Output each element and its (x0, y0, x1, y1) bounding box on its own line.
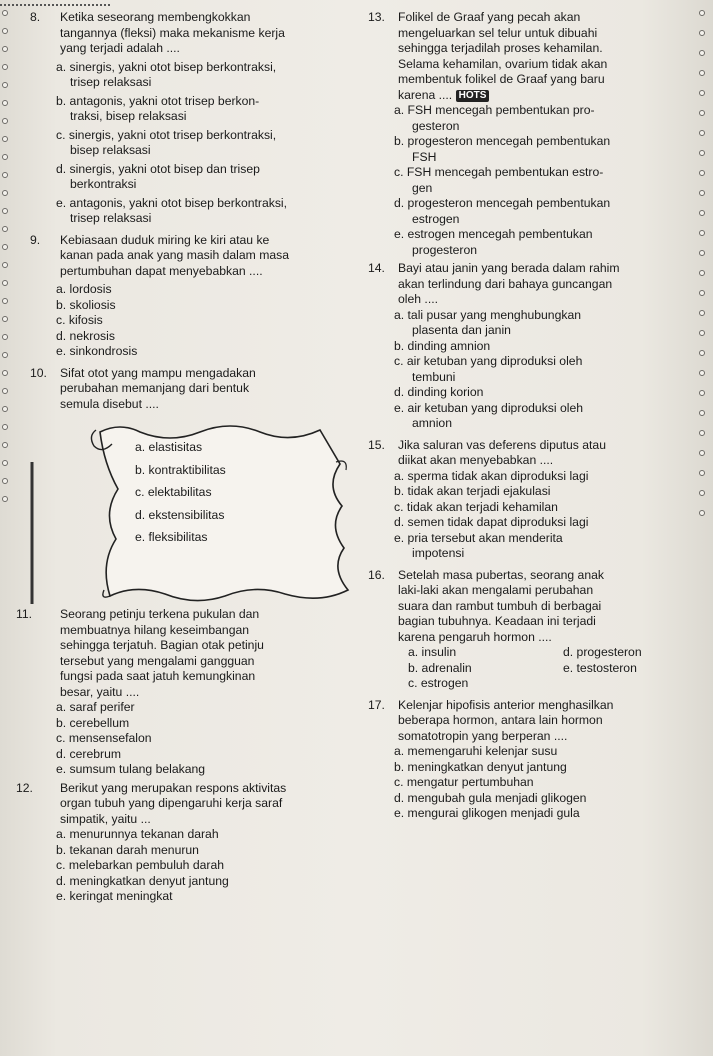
option-a: a. menurunnya tekanan darah (56, 827, 219, 841)
question-stem: Ketika seseorang membengkokkan (60, 10, 251, 24)
question-stem: fungsi pada saat jatuh kemungkinan (60, 669, 256, 683)
option-d: d. progesteron mencegah pembentukan (394, 196, 611, 210)
option-a: a. insulin (408, 645, 457, 659)
option-c: c. elektabilitas (135, 485, 212, 499)
hots-badge: HOTS (456, 90, 490, 102)
option-e: e. fleksibilitas (135, 530, 208, 544)
option-c-cont: bisep relaksasi (70, 143, 151, 157)
option-a: a. elastisitas (135, 440, 203, 454)
question-stem: Jika saluran vas deferens diputus atau (398, 437, 606, 452)
question-15 (368, 438, 708, 562)
question-number: 10. (30, 365, 47, 380)
question-stem: karena pengaruh hormon .... (398, 629, 552, 644)
question-stem: sehingga terjadilah proses kehamilan. (398, 41, 603, 55)
option-e: e. testosteron (563, 660, 637, 675)
option-c: c. tidak akan terjadi kehamilan (394, 499, 558, 514)
question-stem: laki-laki akan mengalami perubahan (398, 583, 594, 597)
option-c: c. mensensefalon (56, 731, 152, 745)
option-b: b. adrenalin (408, 660, 472, 675)
question-stem: somatotropin yang berperan .... (398, 728, 568, 743)
option-d: d. meningkatkan denyut jantung (56, 873, 229, 888)
option-e: e. sumsum tulang belakang (56, 762, 206, 776)
option-c: c. kifosis (56, 313, 103, 327)
option-e: e. mengurai glikogen menjadi gula (394, 806, 580, 820)
option-a: a. memengaruhi kelenjar susu (394, 744, 558, 758)
option-d: d. semen tidak dapat diproduksi lagi (394, 515, 589, 529)
question-stem: membentuk folikel de Graaf yang baru (398, 72, 605, 86)
option-e: e. antagonis, yakni otot bisep berkontraksi, (56, 195, 288, 210)
option-e: e. keringat meningkat (56, 889, 173, 903)
question-stem: tersebut yang mengalami gangguan (60, 653, 255, 668)
question-stem: Sifat otot yang mampu mengadakan (60, 365, 256, 380)
option-d: d. dinding korion (394, 385, 484, 399)
options-row-2 (368, 661, 708, 677)
option-b: b. dinding amnion (394, 338, 491, 353)
option-b: b. skoliosis (56, 297, 116, 312)
question-13 (368, 10, 708, 258)
option-b: b. antagonis, yakni otot trisep berkon- (56, 93, 260, 108)
question-stem: yang terjadi adalah .... (60, 41, 180, 55)
option-a: a. FSH mencegah pembentukan pro- (394, 103, 595, 117)
option-a: a. lordosis (56, 282, 112, 296)
option-d: d. nekrosis (56, 328, 115, 343)
question-stem: tangannya (fleksi) maka mekanisme kerja (60, 25, 285, 40)
option-c-cont: gen (412, 180, 433, 195)
option-d: d. ekstensibilitas (135, 507, 225, 522)
question-12 (16, 780, 360, 905)
question-stem: Kebiasaan duduk miring ke kiri atau ke (60, 232, 270, 247)
option-b: b. progesteron mencegah pembentukan (394, 134, 611, 148)
question-stem: mengeluarkan sel telur untuk dibuahi (398, 25, 598, 40)
question-number: 16. (368, 567, 385, 582)
option-d-cont: estrogen (412, 211, 460, 226)
option-e: e. pria tersebut akan menderita (394, 530, 563, 545)
option-e-cont: impotensi (412, 546, 465, 560)
option-a: a. sperma tidak akan diproduksi lagi (394, 468, 589, 483)
option-b-cont: traksi, bisep relaksasi (70, 109, 187, 123)
question-stem: Bayi atau janin yang berada dalam rahim (398, 261, 620, 275)
binding-holes-left (2, 10, 14, 510)
option-a-cont: trisep relaksasi (70, 75, 152, 89)
question-stem: Seorang petinju terkena pukulan dan (60, 607, 260, 621)
option-b: b. meningkatkan denyut jantung (394, 759, 567, 774)
question-16 (368, 568, 708, 692)
question-number: 17. (368, 697, 385, 712)
option-e-cont: progesteron (412, 242, 478, 257)
option-d-cont: berkontraksi (70, 177, 137, 191)
question-stem: diikat akan menyebabkan .... (398, 453, 554, 467)
question-14 (368, 261, 708, 432)
option-e: e. estrogen mencegah pembentukan (394, 227, 593, 241)
option-a: a. saraf perifer (56, 700, 135, 714)
option-b-cont: FSH (412, 149, 437, 164)
question-stem: perubahan memanjang dari bentuk (60, 381, 250, 395)
option-e: e. air ketuban yang diproduksi oleh (394, 400, 584, 415)
question-number: 9. (30, 232, 41, 247)
question-stem: bagian tubuhnya. Keadaan ini terjadi (398, 614, 596, 628)
question-stem: Selama kehamilan, ovarium tidak akan (398, 56, 608, 71)
option-d: d. cerebrum (56, 746, 122, 761)
question-stem: Folikel de Graaf yang pecah akan (398, 10, 581, 24)
option-a-cont: plasenta dan janin (412, 323, 511, 337)
question-stem: pertumbuhan dapat menyebabkan .... (60, 263, 263, 278)
question-stem: semula disebut .... (60, 396, 159, 411)
option-e: e. sinkondrosis (56, 344, 138, 358)
question-stem: kanan pada anak yang masih dalam masa (60, 248, 289, 262)
question-17 (368, 698, 708, 822)
question-stem: Setelah masa pubertas, seorang anak (398, 567, 604, 582)
option-d: d. mengubah gula menjadi glikogen (394, 790, 587, 805)
option-a: a. tali pusar yang menghubungkan (394, 307, 582, 322)
question-stem: oleh .... (398, 292, 438, 306)
question-stem: Berikut yang merupakan respons aktivitas (60, 780, 287, 795)
option-c-cont: tembuni (412, 369, 456, 384)
option-a: a. sinergis, yakni otot bisep berkontraksi, (56, 59, 277, 74)
question-number: 11. (16, 607, 33, 621)
question-stem: karena .... (398, 87, 453, 102)
question-number: 13. (368, 10, 385, 24)
question-11 (16, 607, 360, 778)
option-c: c. melebarkan pembuluh darah (56, 858, 225, 872)
option-c: c. air ketuban yang diproduksi oleh (394, 354, 583, 368)
question-stem: suara dan rambut tumbuh di berbagai (398, 598, 602, 613)
option-e-cont: amnion (412, 416, 452, 430)
right-column (368, 10, 708, 822)
question-stem: membuatnya hilang keseimbangan (60, 622, 250, 637)
scroll-options (135, 436, 226, 549)
question-stem: besar, yaitu .... (60, 684, 140, 699)
option-b: b. tidak akan terjadi ejakulasi (394, 484, 551, 498)
question-stem: sehingga terjatuh. Bagian otak petinju (60, 638, 264, 652)
option-b: b. kontraktibilitas (135, 462, 226, 477)
option-c: c. estrogen (408, 676, 469, 690)
option-d: d. progesteron (563, 645, 642, 659)
option-c: c. FSH mencegah pembentukan estro- (394, 165, 604, 179)
question-stem: organ tubuh yang dipengaruhi kerja saraf (60, 796, 283, 810)
question-stem: beberapa hormon, antara lain hormon (398, 713, 603, 727)
question-stem: akan terlindung dari bahaya guncangan (398, 276, 613, 291)
question-stem: simpatik, yaitu ... (60, 811, 151, 826)
option-a-cont: gesteron (412, 118, 460, 133)
question-number: 8. (30, 10, 41, 24)
left-column (16, 10, 360, 905)
question-9 (30, 233, 360, 360)
option-b: b. cerebellum (56, 715, 130, 730)
option-e-cont: trisep relaksasi (70, 211, 152, 225)
question-8 (30, 10, 360, 227)
dotted-top-line (0, 4, 110, 6)
question-10 (30, 366, 360, 605)
question-number: 12. (16, 780, 33, 795)
option-c: c. sinergis, yakni otot trisep berkontraksi, (56, 127, 277, 142)
option-b: b. tekanan darah menurun (56, 842, 199, 857)
option-d: d. sinergis, yakni otot bisep dan trisep (56, 161, 260, 176)
scroll-illustration (30, 414, 360, 604)
question-number: 14. (368, 261, 385, 275)
question-stem: Kelenjar hipofisis anterior menghasilkan (398, 697, 614, 712)
question-number: 15. (368, 437, 385, 452)
options-row-1 (368, 645, 708, 661)
option-c: c. mengatur pertumbuhan (394, 775, 534, 789)
options-row-3 (368, 676, 708, 692)
